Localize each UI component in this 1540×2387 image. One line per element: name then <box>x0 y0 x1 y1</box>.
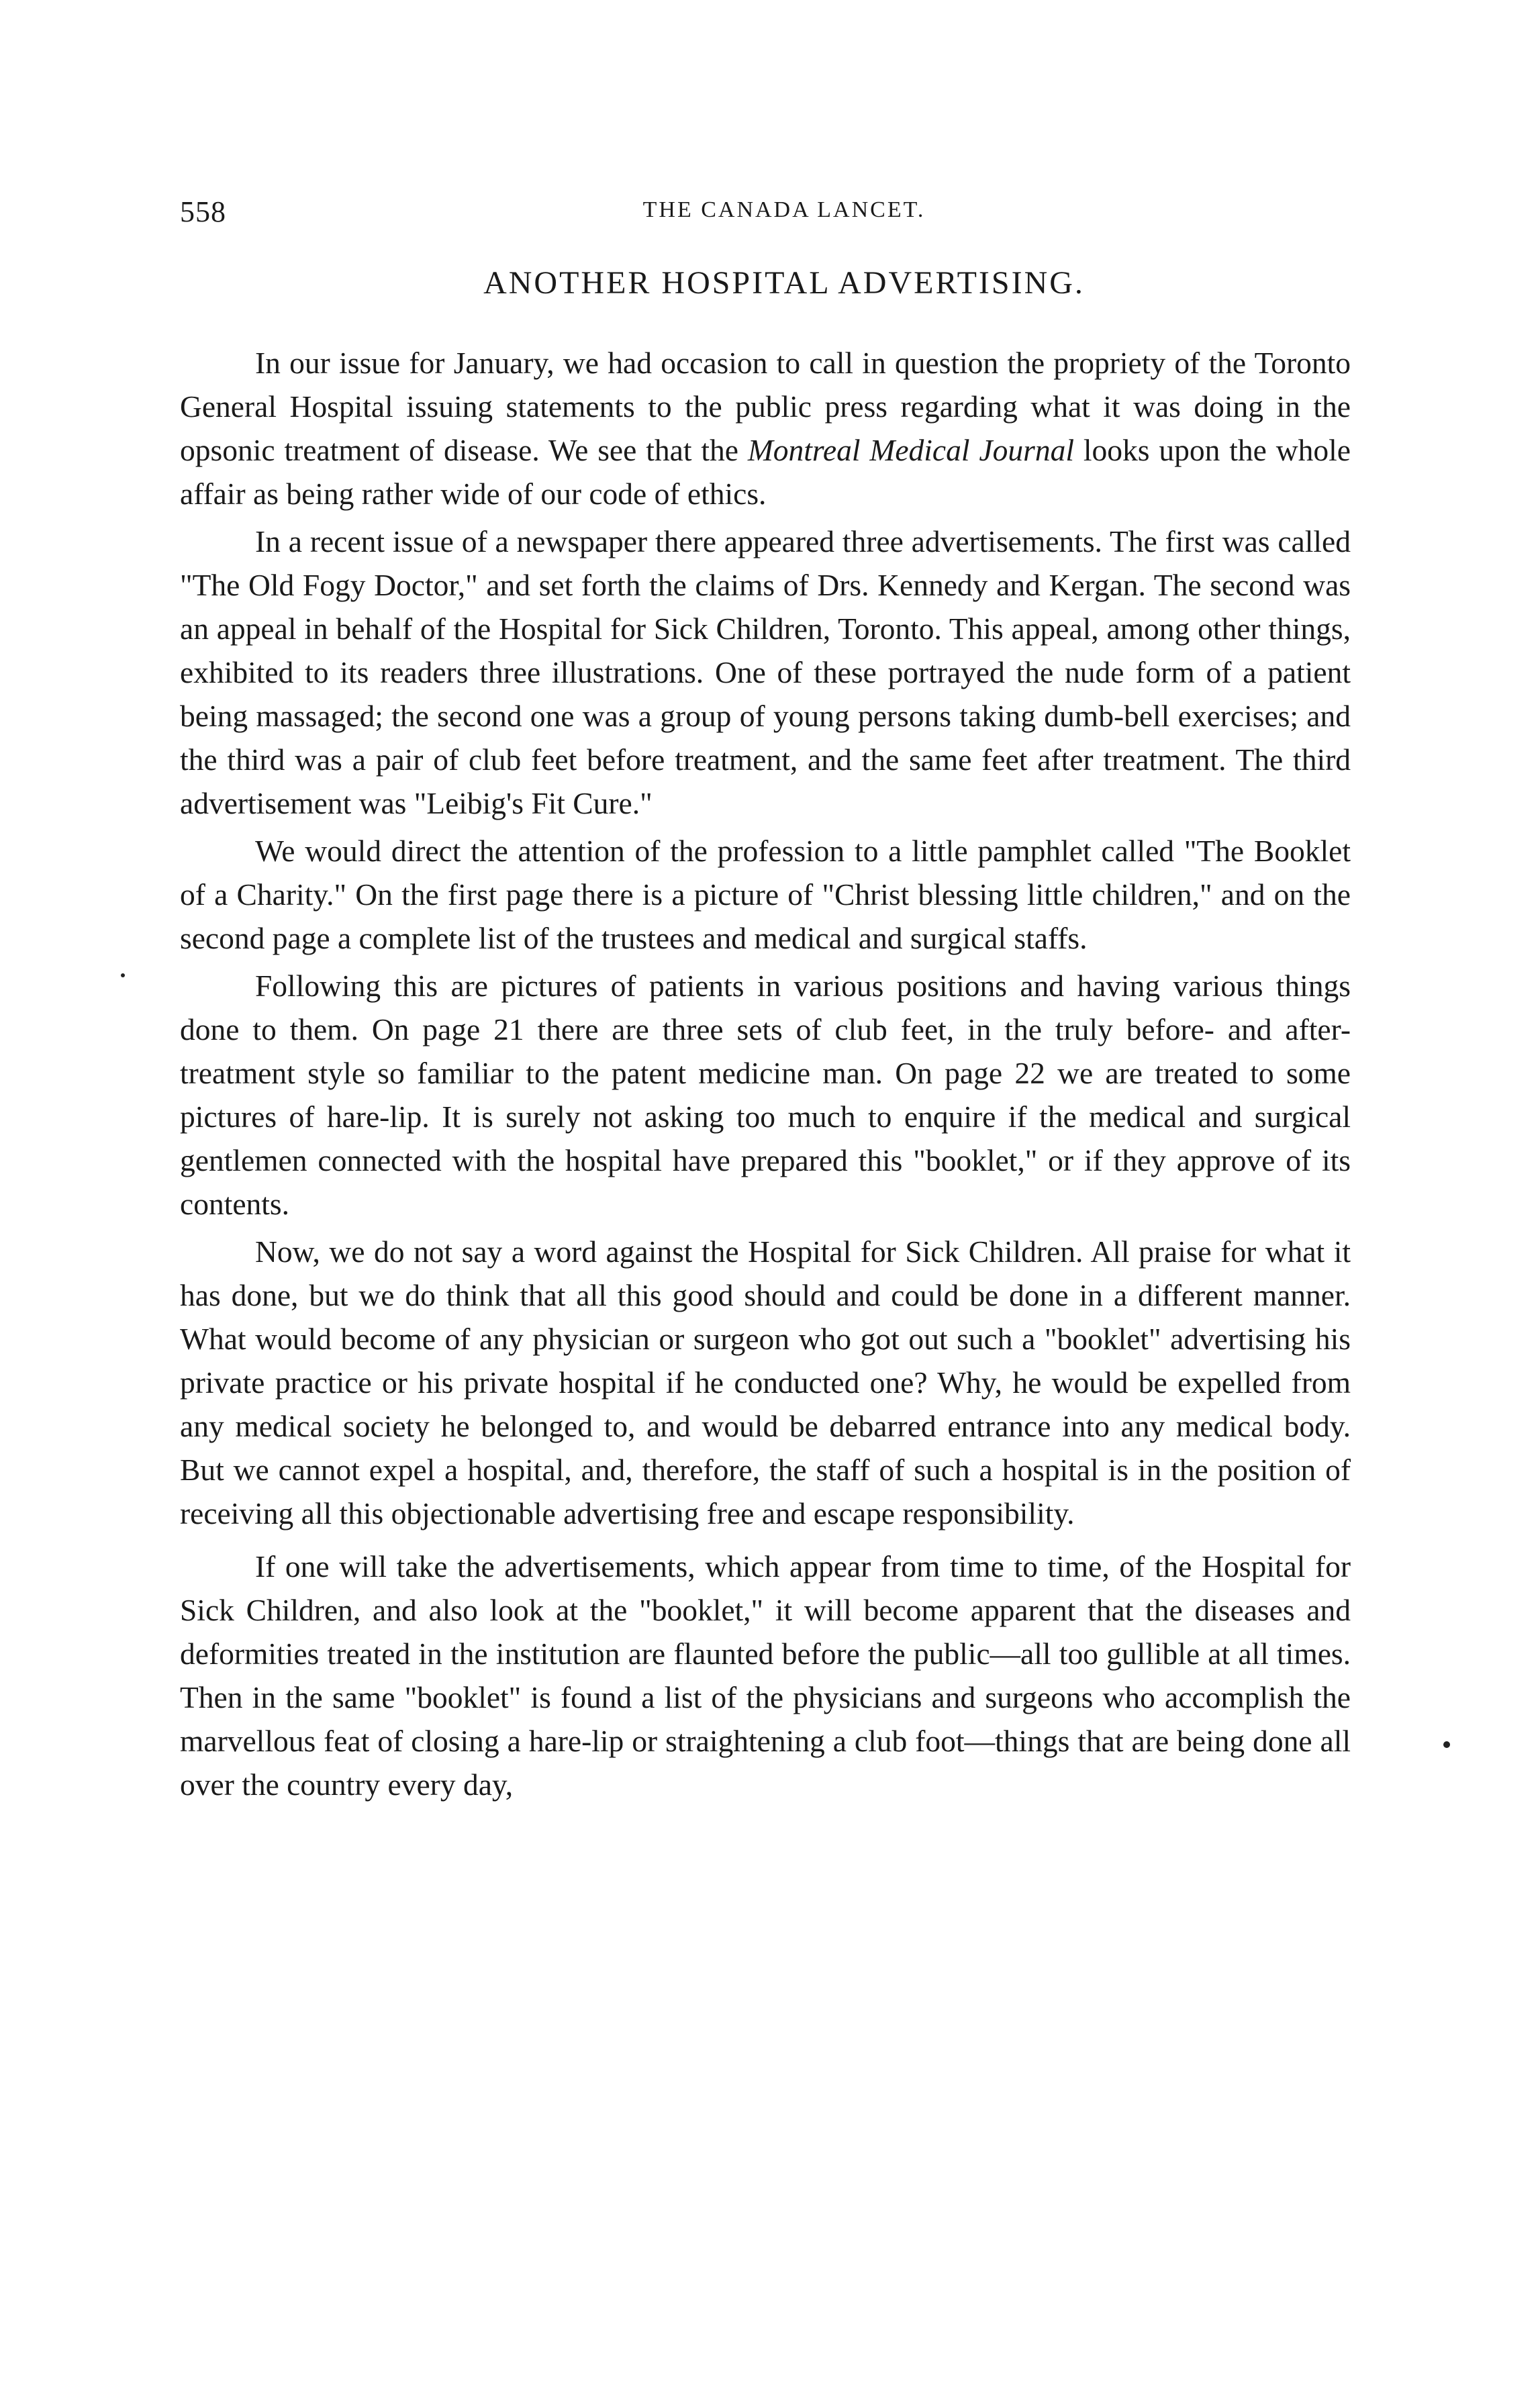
article-body <box>180 341 1351 1810</box>
running-head <box>180 195 1361 235</box>
print-speck <box>1443 1741 1450 1748</box>
journal-name: THE CANADA LANCET. <box>642 197 926 222</box>
paragraph-6: If one will take the advertisements, which appear from time to time, of the Hospital for Sick Children, and also look at the "booklet," it will become apparent that the diseases and deformities treated in the institution are flaunted before the public—all too gullible at all times. Then in the same "booklet" is found a list of the physicians and surgeons who accomplish the marvellous feat of closing a hare-lip or straightening a club foot—things that are being done all over the country every day, <box>180 1549 1351 1802</box>
paragraph-1 <box>180 341 1351 516</box>
paragraph-1-text-end: looks upon the whole affair as being rather wide of our code of ethics. <box>180 433 1351 511</box>
print-speck <box>121 973 125 977</box>
journal-reference: Montreal Medical Journal <box>747 433 1074 467</box>
page-number: 558 <box>180 195 226 228</box>
article-title: ANOTHER HOSPITAL ADVERTISING. <box>483 265 1085 301</box>
paragraph-3: We would direct the attention of the profession to a little pamphlet called "The Booklet of a Charity." On the first page there is a picture of "Christ blessing little children," and on the second page a complete list of the trustees and medical and surgical staffs. <box>180 834 1351 955</box>
paragraph-4: Following this are pictures of patients in various positions and having various things done to them. On page 21 there are three sets of club feet, in the truly before- and after-treatment style so familiar to the patent medicine man. On page 22 we are treated to some pictures of hare-lip. It is surely not asking too much to enquire if the medical and surgical gentlemen connected with the hospital have prepared this "booklet," or if they approve of its contents. <box>180 969 1351 1221</box>
paragraph-5: Now, we do not say a word against the Hospital for Sick Children. All praise for what it has done, but we do think that all this good should and could be done in a different manner. What would become of any physician or surgeon who got out such a "booklet" advertising his private practice or his private hospital if he conducted one? Why, he would be expelled from any medical society he belonged to, and would be debarred entrance into any medical body. But we cannot expel a hospital, and, therefore, the staff of such a hospital is in the position of receiving all this objectionable advertising free and escape responsibility. <box>180 1234 1351 1530</box>
paragraph-1-text: In our issue for January, we had occasion to call in question the propriety of the Toronto General Hospital issuing statements to the public press regarding what it was doing in the opsonic treatment of disease. We see that the <box>180 346 1351 467</box>
paragraph-2: In a recent issue of a newspaper there appeared three advertisements. The first was called "The Old Fogy Doctor," and set forth the claims of Drs. Kennedy and Kergan. The second was an appeal in behalf of the Hospital for Sick Children, Toronto. This appeal, among other things, exhibited to its readers three illustrations. One of these portrayed the nude form of a patient being massaged; the second one was a group of young persons taking dumb-bell exercises; and the third was a pair of club feet before treatment, and the same feet after treatment. The third advertisement was "Leibig's Fit Cure." <box>180 524 1351 820</box>
